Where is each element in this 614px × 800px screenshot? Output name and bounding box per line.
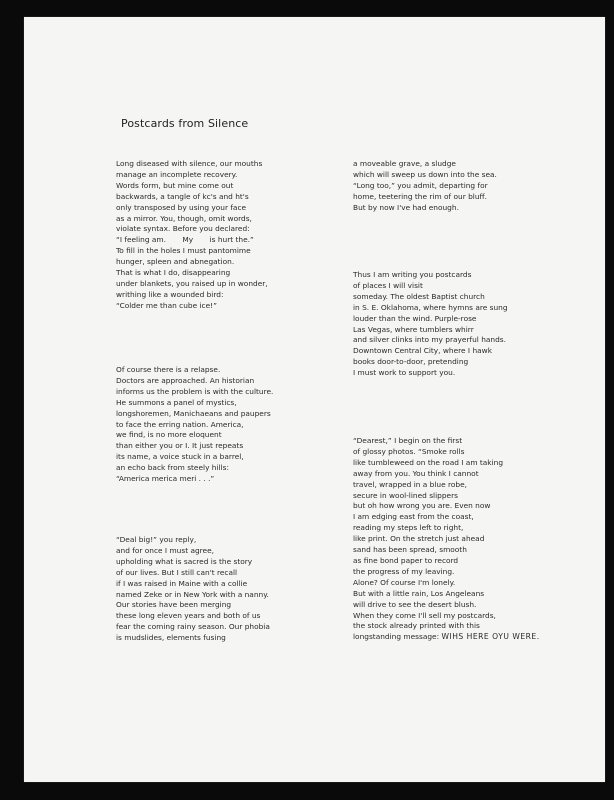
- poem-line: That is what I do, disappearing: [116, 268, 231, 278]
- poem-line: When they come I'll sell my postcards,: [353, 610, 496, 620]
- poem-line: named Zeke or in New York with a nanny.: [116, 589, 269, 599]
- poem-line: like print. On the stretch just ahead: [353, 534, 485, 544]
- poem-line: and silver clinks into my prayerful hands.: [353, 335, 506, 345]
- poem-line: the progress of my leaving.: [353, 566, 455, 576]
- poem-line: I must work to support you.: [353, 368, 456, 378]
- poem-line: “I feeling am. My is hurt the.”: [116, 235, 254, 245]
- poem-line: upholding what is sacred is the story: [116, 556, 253, 566]
- poem-line: Our stories have been merging: [116, 600, 232, 610]
- poem-line: of our lives. But I still can't recall: [116, 567, 238, 577]
- poem-line: than either you or I. It just repeats: [116, 441, 244, 451]
- poem-line: books door-to-door, pretending: [353, 357, 469, 367]
- poem-line: is mudslides, elements fusing: [116, 633, 226, 643]
- poem-line: But by now I've had enough.: [353, 202, 459, 212]
- poem-line: of places I will visit: [353, 280, 423, 290]
- poem-line: will drive to see the desert blush.: [353, 599, 477, 609]
- right-stanza-2: [353, 270, 508, 379]
- poem-line: travel, wrapped in a blue robe,: [353, 479, 467, 489]
- paper-sheet: [24, 17, 605, 782]
- left-stanza-3: [116, 535, 270, 644]
- poem-line: secure in wool-lined slippers: [353, 490, 458, 500]
- poem-line: only transposed by using your face: [116, 202, 247, 212]
- poem-line: Downtown Central City, where I hawk: [353, 346, 492, 356]
- poem-line: Alone? Of course I'm lonely.: [353, 577, 456, 587]
- poem-line: He summons a panel of mystics,: [116, 397, 237, 407]
- poem-line: like tumbleweed on the road I am taking: [353, 457, 504, 467]
- poem-line: its name, a voice stuck in a barrel,: [116, 452, 244, 462]
- poem-line: as fine bond paper to record: [353, 555, 459, 565]
- poem-title: Postcards from Silence: [121, 117, 249, 130]
- poem-line: home, teetering the rim of our bluff.: [353, 191, 487, 201]
- poem-line: Doctors are approached. An historian: [116, 375, 255, 385]
- poem-line: Las Vegas, where tumblers whirr: [353, 324, 474, 334]
- poem-line: Words form, but mine come out: [116, 180, 234, 190]
- poem-line: longshoremen, Manichaeans and paupers: [116, 408, 271, 418]
- poem-line: backwards, a tangle of kc's and ht's: [116, 191, 249, 201]
- poem-line: of glossy photos. “Smoke rolls: [353, 446, 465, 456]
- poem-line: informs us the problem is with the culture.: [116, 386, 274, 396]
- poem-line: but oh how wrong you are. Even now: [353, 501, 491, 511]
- poem-line: “Dearest,” I begin on the first: [353, 436, 463, 445]
- poem-line: “Long too,” you admit, departing for: [353, 180, 488, 190]
- poem-line: To fill in the holes I must pantomime: [116, 246, 251, 256]
- left-stanza-1: [116, 159, 268, 312]
- left-stanza-2: [116, 365, 273, 485]
- poem-line: reading my steps left to right,: [353, 523, 464, 533]
- poem-line: violate syntax. Before you declared:: [116, 224, 250, 234]
- poem-line: But with a little rain, Los Angeleans: [353, 588, 485, 598]
- poem-line-text: longstanding message:: [353, 632, 440, 642]
- poem-line: away from you. You think I cannot: [353, 468, 479, 478]
- poem-line: fear the coming rainy season. Our phobia: [116, 622, 270, 632]
- poem-line: as a mirror. You, though, omit words,: [116, 213, 252, 223]
- poem-line: if I was raised in Maine with a collie: [116, 578, 248, 588]
- poem-line: sand has been spread, smooth: [353, 545, 467, 555]
- poem-line: Of course there is a relapse.: [116, 365, 221, 374]
- poem-line: to face the erring nation. America,: [116, 419, 244, 429]
- caps-message: WIHS HERE OYU WERE.: [441, 632, 540, 642]
- poem-line: and for once I must agree,: [116, 545, 214, 555]
- poem-line: writhing like a wounded bird:: [116, 289, 224, 299]
- poem-line: I am edging east from the coast,: [353, 512, 474, 522]
- poem-line: which will sweep us down into the sea.: [353, 169, 497, 179]
- poem-line: a moveable grave, a sludge: [353, 159, 456, 168]
- right-stanza-3: [353, 436, 540, 643]
- poem-line: louder than the wind. Purple-rose: [353, 313, 477, 323]
- poem-line: an echo back from steely hills:: [116, 463, 229, 473]
- poem-line: “Colder me than cube ice!”: [116, 300, 217, 310]
- poem-line: “America merica meri . . .”: [116, 474, 215, 484]
- poem-line: these long eleven years and both of us: [116, 611, 261, 621]
- poem-line-with-caps: [353, 632, 540, 643]
- poem-line: Thus I am writing you postcards: [353, 270, 472, 279]
- poem-line: “Deal big!” you reply,: [116, 535, 197, 544]
- poem-line: we find, is no more eloquent: [116, 430, 222, 440]
- poem-line: manage an incomplete recovery.: [116, 169, 238, 179]
- poem-line: under blankets, you raised up in wonder,: [116, 278, 268, 288]
- poem-line: in S. E. Oklahoma, where hymns are sung: [353, 302, 508, 312]
- right-stanza-1: [353, 159, 497, 214]
- poem-line: the stock already printed with this: [353, 621, 480, 631]
- poem-line: someday. The oldest Baptist church: [353, 291, 485, 301]
- poem-line: Long diseased with silence, our mouths: [116, 159, 263, 168]
- poem-line: hunger, spleen and abnegation.: [116, 257, 235, 267]
